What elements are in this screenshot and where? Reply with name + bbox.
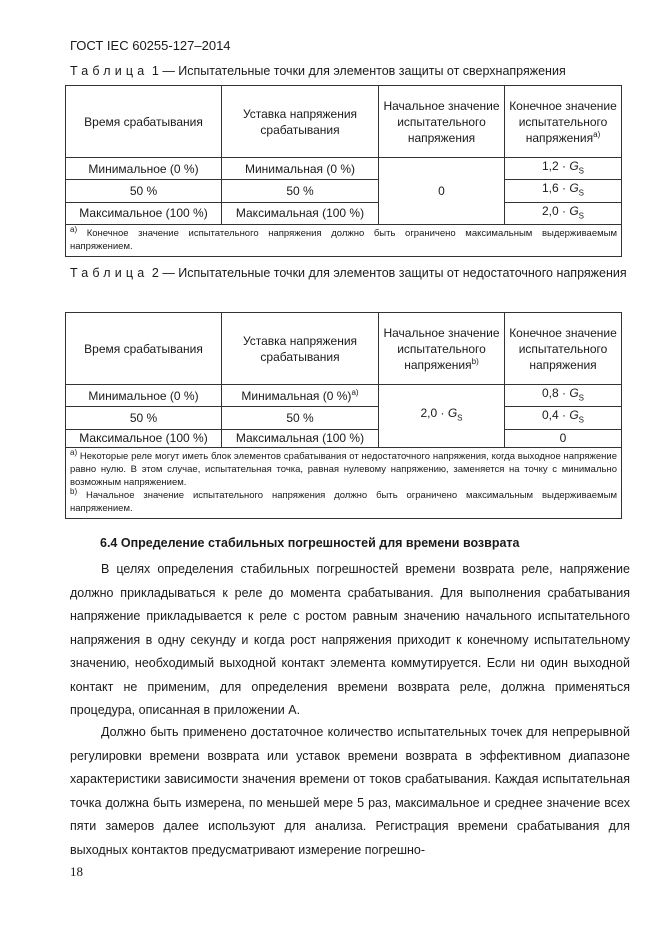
table1-cell-start: 0 (379, 158, 505, 225)
table2-cell-setting: Минимальная (0 %)$^{a)}$ (222, 385, 379, 407)
table1-caption-word: Таблица (70, 64, 149, 78)
table2-cell-time: Максимальное (100 %) (66, 429, 222, 447)
table2-cell-start: $2,0 \cdot G_S$ (379, 385, 505, 448)
table2-header-setting: Уставка напряжения срабатывания (222, 313, 379, 385)
table2-note-ref: b) (471, 356, 479, 366)
table2-caption-word: Таблица (70, 266, 149, 280)
table2-cell-time: 50 % (66, 407, 222, 429)
table1-caption-text: — Испытательные точки для элементов защиты от сверхнапряжения (158, 64, 566, 78)
table1-caption (70, 60, 630, 83)
section-paragraph-1: В целях определения стабильных погрешностей времени возврата реле, напряжение должно прикладываться к реле до момента срабатывания. Для выполнения срабатывания напряжение прикладывается к реле с ростом равным значению начального испытательного напряжения в одну секунду и когда рост напряжения приходит к конечному испытательному значению, необходимый выходной контакт элемента коммутируется. Если ни один выходной контакт не применим, для определения времени возврата реле, должна применяться процедура, описанная в приложении А. (70, 562, 630, 717)
table2-caption (70, 262, 630, 285)
table1-cell-end: $2,0 \cdot G_S$ (505, 202, 622, 224)
page-number: 18 (70, 864, 83, 879)
table2-cell-time: Минимальное (0 %) (66, 385, 222, 407)
table1 (65, 85, 622, 257)
table1-note-ref: a) (593, 129, 601, 139)
table1-header-start: Начальное значение испытательного напряжения (379, 86, 505, 158)
table2-cell-end: $0,8 \cdot G_S$ (505, 385, 622, 407)
section-paragraph-2: Должно быть применено достаточное количество испытательных точек для непрерывной регулировки времени возврата или уставок времени возврата в эффективном диапазоне характеристики зависимости значения времени от токов срабатывания. Каждая испытательная точка должна быть измерена, по меньшей мере 5 раз, максимальное и среднее значение всех пяти замеров далее используют для анализа. Регистрация времени срабатывания для выходных контактов предусматривают измерение погрешно- (70, 725, 630, 857)
table2-footnote-a: $^{a)}$ Некоторые реле могут иметь блок элементов срабатывания от недостаточного напряжения, когда выходное напряжение равно нулю. В этом случае, испытательная точка, равная нулевому напряжению, заменяется на точку с минимально возможным напряжением. (70, 447, 617, 488)
table2-header-end: Конечное значение испытательного напряжения (505, 313, 622, 385)
table-row (66, 385, 622, 407)
table1-header-end: Конечное значение испытательного напряжения$^{a)}$ (505, 86, 622, 158)
table1-header-time: Время срабатывания (66, 86, 222, 158)
table-row (66, 429, 622, 447)
document-header: ГОСТ IEC 60255-127–2014 (70, 38, 231, 53)
table2-footnote-b: $^{b)}$ Начальное значение испытательного напряжения должно быть ограничено максимальным выдерживаемым напряжением. (70, 486, 617, 514)
table1-caption-number: 1 (151, 64, 159, 78)
table2-cell-setting: 50 % (222, 407, 379, 429)
table1-footnote: $^{a)}$ Конечное значение испытательного напряжения должно быть ограничено максимальным выдерживаемым напряжением. (66, 225, 622, 257)
table2-cell-end: $0,4 \cdot G_S$ (505, 407, 622, 429)
table2 (65, 312, 622, 519)
table2-cell-setting: Максимальная (100 %) (222, 429, 379, 447)
table2-header-time: Время срабатывания (66, 313, 222, 385)
table2-caption-number: 2 (151, 266, 159, 280)
table2-header-start: Начальное значение испытательного напряжения$^{b)}$ (379, 313, 505, 385)
table-row (66, 180, 622, 202)
table-row (66, 407, 622, 429)
table1-cell-setting: 50 % (222, 180, 379, 202)
table1-header-setting: Уставка напряжения срабатывания (222, 86, 379, 158)
table1-cell-end: $1,6 \cdot G_S$ (505, 180, 622, 202)
table1-cell-end: $1,2 \cdot G_S$ (505, 158, 622, 180)
table-row (66, 158, 622, 180)
table1-cell-time: Минимальное (0 %) (66, 158, 222, 180)
table1-cell-setting: Максимальная (100 %) (222, 202, 379, 224)
table1-cell-time: Максимальное (100 %) (66, 202, 222, 224)
table2-cell-end: 0 (505, 429, 622, 447)
table2-footnotes (66, 447, 622, 518)
table-row (66, 202, 622, 224)
section-heading: 6.4 Определение стабильных погрешностей для времени возврата (100, 536, 520, 550)
table1-cell-time: 50 % (66, 180, 222, 202)
table1-cell-setting: Минимальная (0 %) (222, 158, 379, 180)
table2-caption-text: — Испытательные точки для элементов защиты от недостаточного напряжения (158, 266, 627, 280)
